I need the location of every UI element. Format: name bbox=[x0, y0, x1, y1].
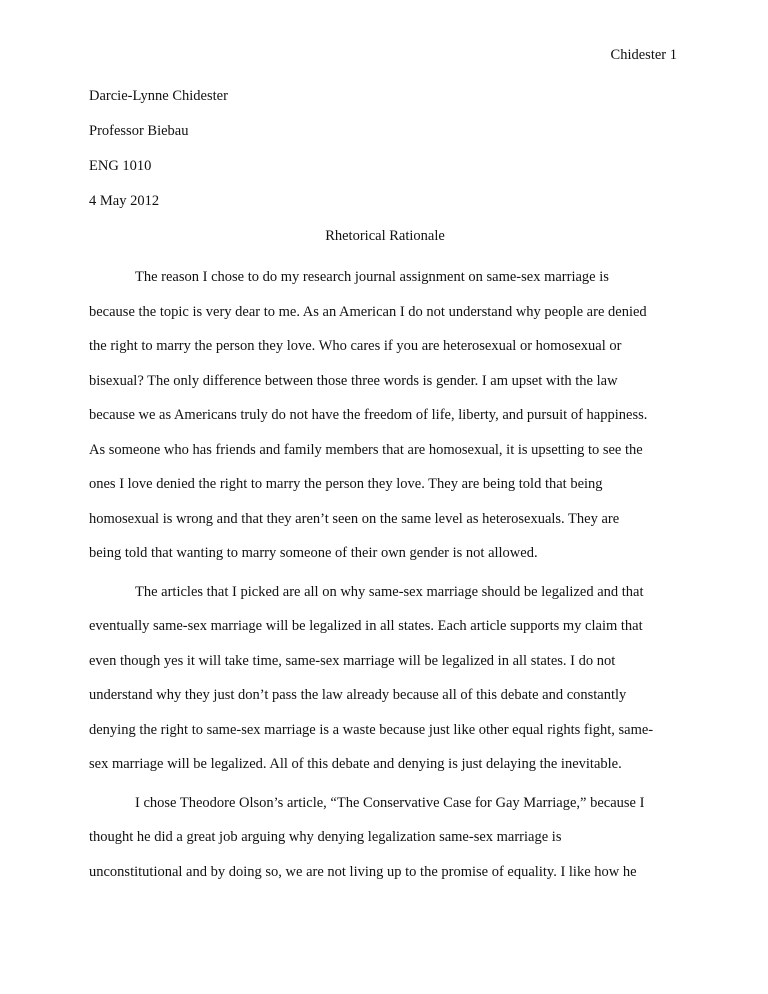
document-date: 4 May 2012 bbox=[89, 193, 160, 209]
paragraph-line: homosexual is wrong and that they aren’t seen on the same level as heterosexuals. They are bbox=[89, 510, 620, 527]
paragraph-line: The reason I chose to do my research journal assignment on same-sex marriage is bbox=[135, 269, 609, 285]
paragraph-line: sex marriage will be legalized. All of this debate and denying is just delaying the inevitable. bbox=[89, 756, 622, 772]
paragraph-line: As someone who has friends and family members that are homosexual, it is upsetting to see the bbox=[89, 441, 643, 458]
running-head: Chidester 1 bbox=[610, 47, 677, 63]
paragraph-line: The articles that I picked are all on why same-sex marriage should be legalized and that bbox=[135, 583, 644, 600]
paragraph-line: thought he did a great job arguing why denying legalization same-sex marriage is bbox=[89, 829, 562, 845]
document-title: Rhetorical Rationale bbox=[325, 228, 445, 244]
paragraph-line: denying the right to same-sex marriage is a waste because just like other equal rights fight, same- bbox=[89, 721, 654, 738]
paragraph-line: unconstitutional and by doing so, we are not living up to the promise of equality. I like how he bbox=[89, 863, 637, 880]
paragraph-line: understand why they just don’t pass the law already because all of this debate and constantly bbox=[89, 687, 627, 703]
paragraph-line: the right to marry the person they love. Who cares if you are heterosexual or homosexual or bbox=[89, 338, 622, 354]
paragraph-line: I chose Theodore Olson’s article, “The Conservative Case for Gay Marriage,” because I bbox=[135, 794, 645, 811]
paragraph-line: ones I love denied the right to marry the person they love. They are being told that being bbox=[89, 476, 603, 492]
document-body bbox=[89, 86, 681, 889]
paragraph-2 bbox=[89, 575, 681, 782]
course-code: ENG 1010 bbox=[89, 158, 152, 174]
paragraph-line: eventually same-sex marriage will be legalized in all states. Each article supports my claim that bbox=[89, 618, 643, 634]
paragraph-line: because the topic is very dear to me. As an American I do not understand why people are denied bbox=[89, 303, 647, 320]
author-name: Darcie-Lynne Chidester bbox=[89, 88, 228, 104]
paragraph-line: bisexual? The only difference between those three words is gender. I am upset with the law bbox=[89, 372, 618, 389]
paragraph-line: even though yes it will take time, same-sex marriage will be legalized in all states. I do not bbox=[89, 652, 616, 669]
paragraph-3 bbox=[89, 786, 681, 890]
professor-name: Professor Biebau bbox=[89, 123, 189, 139]
paragraph-line: because we as Americans truly do not have the freedom of life, liberty, and pursuit of happiness. bbox=[89, 407, 648, 423]
paragraph-1 bbox=[89, 260, 681, 571]
paragraph-line: being told that wanting to marry someone of their own gender is not allowed. bbox=[89, 545, 538, 561]
